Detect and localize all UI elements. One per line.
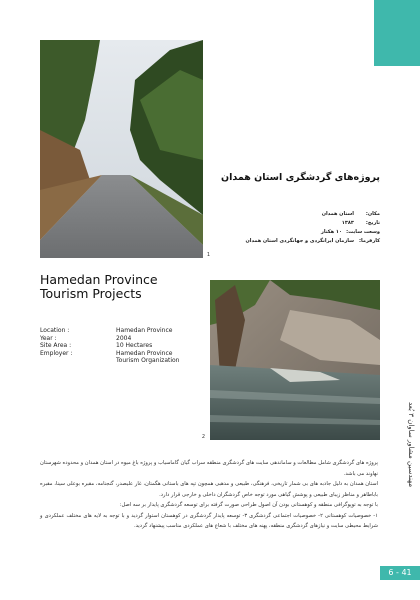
photo-1-number: 1 <box>206 252 211 258</box>
accent-corner-block <box>374 0 420 66</box>
photo-2-number: 2 <box>201 434 206 440</box>
persian-title: پروژه‌های گردشگری استان همدان <box>221 172 380 183</box>
english-info-row <box>40 350 208 365</box>
english-info-row <box>40 327 208 335</box>
persian-info-row <box>222 228 380 237</box>
english-title-line: Hamedan Province <box>40 272 158 287</box>
persian-info-value: ۱۳۸۳ <box>341 220 354 226</box>
persian-info-row <box>222 219 380 228</box>
side-company-title: مهندسین مشاور ساوان ۳ بُعد <box>407 402 415 488</box>
body-paragraph: پروژه های گردشگری شامل مطالعات و ساماندهی سایت های گردشگری منطقه سراب گیان گاماسیاب و پروژه باغ میوه در استان همدان و محدوده شهرستان نهاوند می باشد. <box>40 460 378 477</box>
persian-info-value: استان همدان <box>321 211 354 217</box>
page-number: 6 - 41 <box>380 566 420 580</box>
english-title <box>40 273 205 301</box>
persian-info-value: سازمان ایرانگردی و جهانگردی استان همدان <box>245 238 354 244</box>
english-info-label: Year : <box>40 334 57 342</box>
stream-photo <box>210 280 380 440</box>
english-info-row <box>40 335 208 343</box>
english-info-value: Hamedan Province <box>116 349 173 357</box>
english-info-value: Tourism Organization <box>116 357 180 364</box>
road-photo <box>40 40 203 258</box>
persian-info-label: وسعت سایت: <box>346 229 380 235</box>
persian-info-row <box>222 210 380 219</box>
english-info-row <box>40 342 208 350</box>
body-paragraph: ۱- خصوصیات کوهستانی ۲- خصوصیات اجتماعی گردشگری ۳- توسعه پایدار گردشگری در کوهستان استوار گردید و با توجه به لایه های مختلف عملکردی و شرایط محیطی سایت و نیازهای گردشگری منطقه، پهنه های مختلف با شعاع های عملکردی مناسب پیشنهاد گردید. <box>40 512 378 529</box>
english-info-label: Employer : <box>40 349 73 357</box>
persian-info-value: ۱۰ هکتار <box>320 229 342 235</box>
body-text <box>40 458 378 532</box>
persian-info-list <box>222 210 380 246</box>
persian-info-row <box>222 237 380 246</box>
persian-info-label: مکان: <box>365 211 380 217</box>
english-info-label: Location : <box>40 327 70 334</box>
english-info-label: Site Area : <box>40 342 72 349</box>
body-paragraph: استان همدان به دلیل جاذبه های بی شمار تاریخی، فرهنگی، طبیعی و مذهبی همچون تپه های باستانی هگمتان، غار علیصدر، گنجنامه، مقبره بوعلی سینا، مقبره باباطاهر و مناظر زیبای طبیعی و پوشش گیاهی مورد توجه خاص گردشگران داخلی و خارجی قرار دارد. <box>40 481 378 498</box>
english-info-list <box>40 327 208 365</box>
english-info-value: 2004 <box>116 334 132 342</box>
persian-info-label: کارفرما: <box>358 238 380 244</box>
body-paragraph: با توجه به توپوگرافی منطقه و کوهستانی بودن آن اصول طراحی صورت گرفته برای توسعه گردشگری پایدار بر سه اصل: <box>119 502 378 508</box>
english-title-line: Tourism Projects <box>40 286 142 301</box>
persian-info-label: تاریخ: <box>365 220 380 226</box>
english-info-value: Hamedan Province <box>116 327 173 334</box>
english-info-value: 10 Hectares <box>116 342 153 349</box>
